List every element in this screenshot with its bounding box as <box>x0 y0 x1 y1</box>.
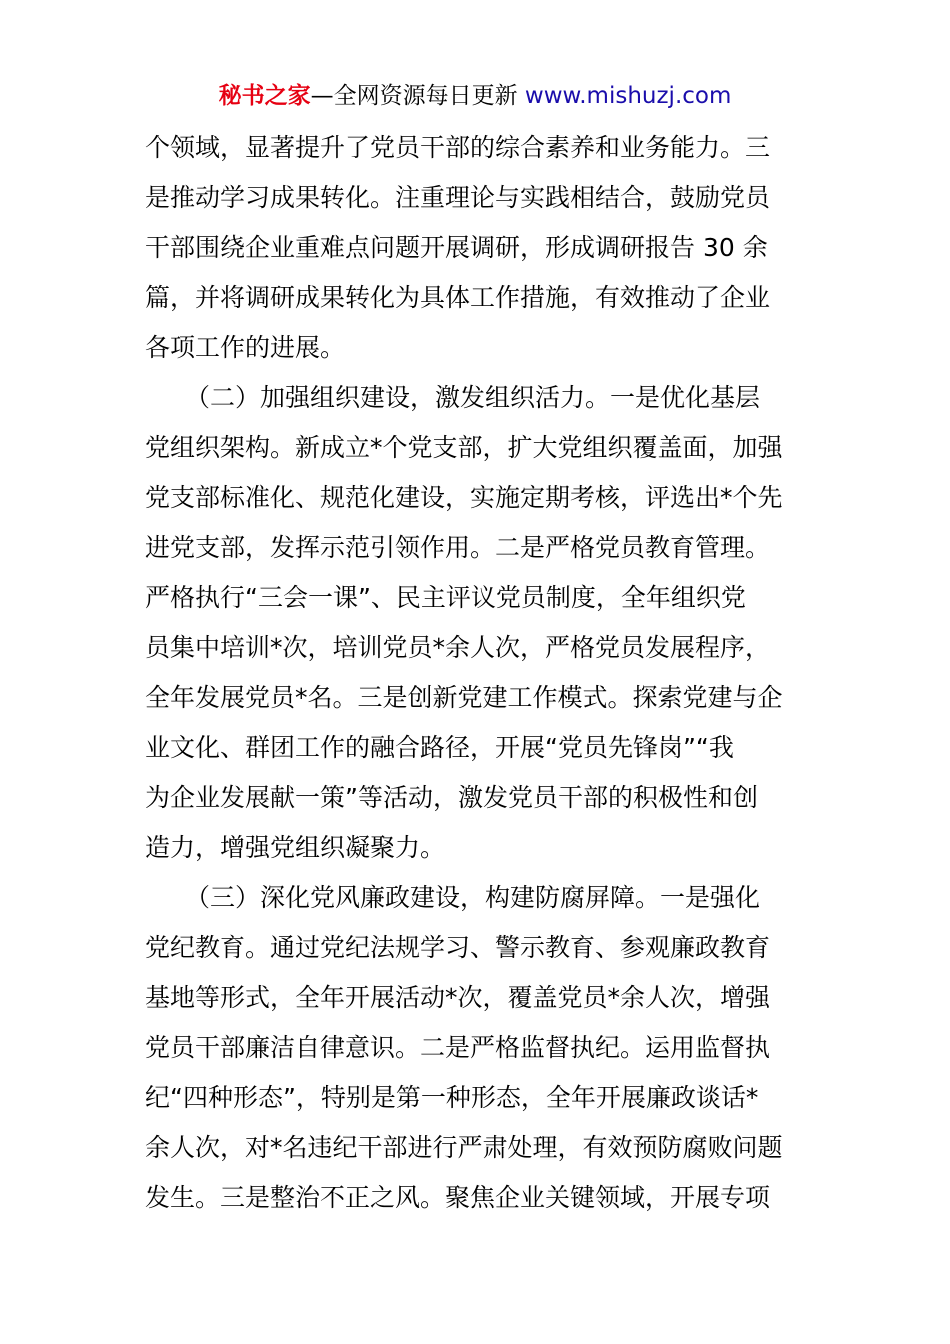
site-brand: 秘书之家 <box>218 83 311 109</box>
text-line: 造力，增强党组织凝聚力。 <box>145 833 446 862</box>
text-line: 党员干部廉洁自律意识。二是严格监督执纪。运用监督执 <box>145 1033 771 1062</box>
text-line: 业文化、群团工作的融合路径，开展“党员先锋岗”“我 <box>145 733 734 762</box>
text-line: 余人次，对*名违纪干部进行严肃处理，有效预防腐败问题 <box>145 1133 783 1162</box>
text-line: 为企业发展献一策”等活动，激发党员干部的积极性和创 <box>145 783 758 812</box>
document-body <box>145 123 810 1223</box>
text-line: 员集中培训*次，培训党员*余人次，严格党员发展程序， <box>145 633 771 662</box>
text-line: 篇，并将调研成果转化为具体工作措施，有效推动了企业 <box>145 283 771 312</box>
site-tagline: —全网资源每日更新 <box>310 83 518 109</box>
text-line: 个领域，显著提升了党员干部的综合素养和业务能力。三 <box>145 133 771 162</box>
text-line: 干部围绕企业重难点问题开展调研，形成调研报告 30 余 <box>145 233 768 262</box>
section-heading-line: （二）加强组织建设，激发组织活力。一是优化基层 <box>185 383 761 412</box>
text-line: 全年发展党员*名。三是创新党建工作模式。探索党建与企 <box>145 683 783 712</box>
text-line: 严格执行“三会一课”、民主评议党员制度，全年组织党 <box>145 583 746 612</box>
section-heading-line: （三）深化党风廉政建设，构建防腐屏障。一是强化 <box>185 883 761 912</box>
text-line: 基地等形式，全年开展活动*次，覆盖党员*余人次，增强 <box>145 983 771 1012</box>
text-line: 党组织架构。新成立*个党支部，扩大党组织覆盖面，加强 <box>145 433 783 462</box>
page-header <box>0 80 950 112</box>
site-url-link[interactable]: www.mishuzj.com <box>524 83 732 109</box>
text-line: 纪“四种形态”，特别是第一种形态，全年开展廉政谈话* <box>145 1083 759 1112</box>
text-line: 发生。三是整治不正之风。聚焦企业关键领域，开展专项 <box>145 1183 771 1212</box>
text-line: 进党支部，发挥示范引领作用。二是严格党员教育管理。 <box>145 533 771 562</box>
text-line: 是推动学习成果转化。注重理论与实践相结合，鼓励党员 <box>145 183 771 212</box>
text-line: 党纪教育。通过党纪法规学习、警示教育、参观廉政教育 <box>145 933 771 962</box>
text-line: 各项工作的进展。 <box>145 333 346 362</box>
text-line: 党支部标准化、规范化建设，实施定期考核，评选出*个先 <box>145 483 783 512</box>
